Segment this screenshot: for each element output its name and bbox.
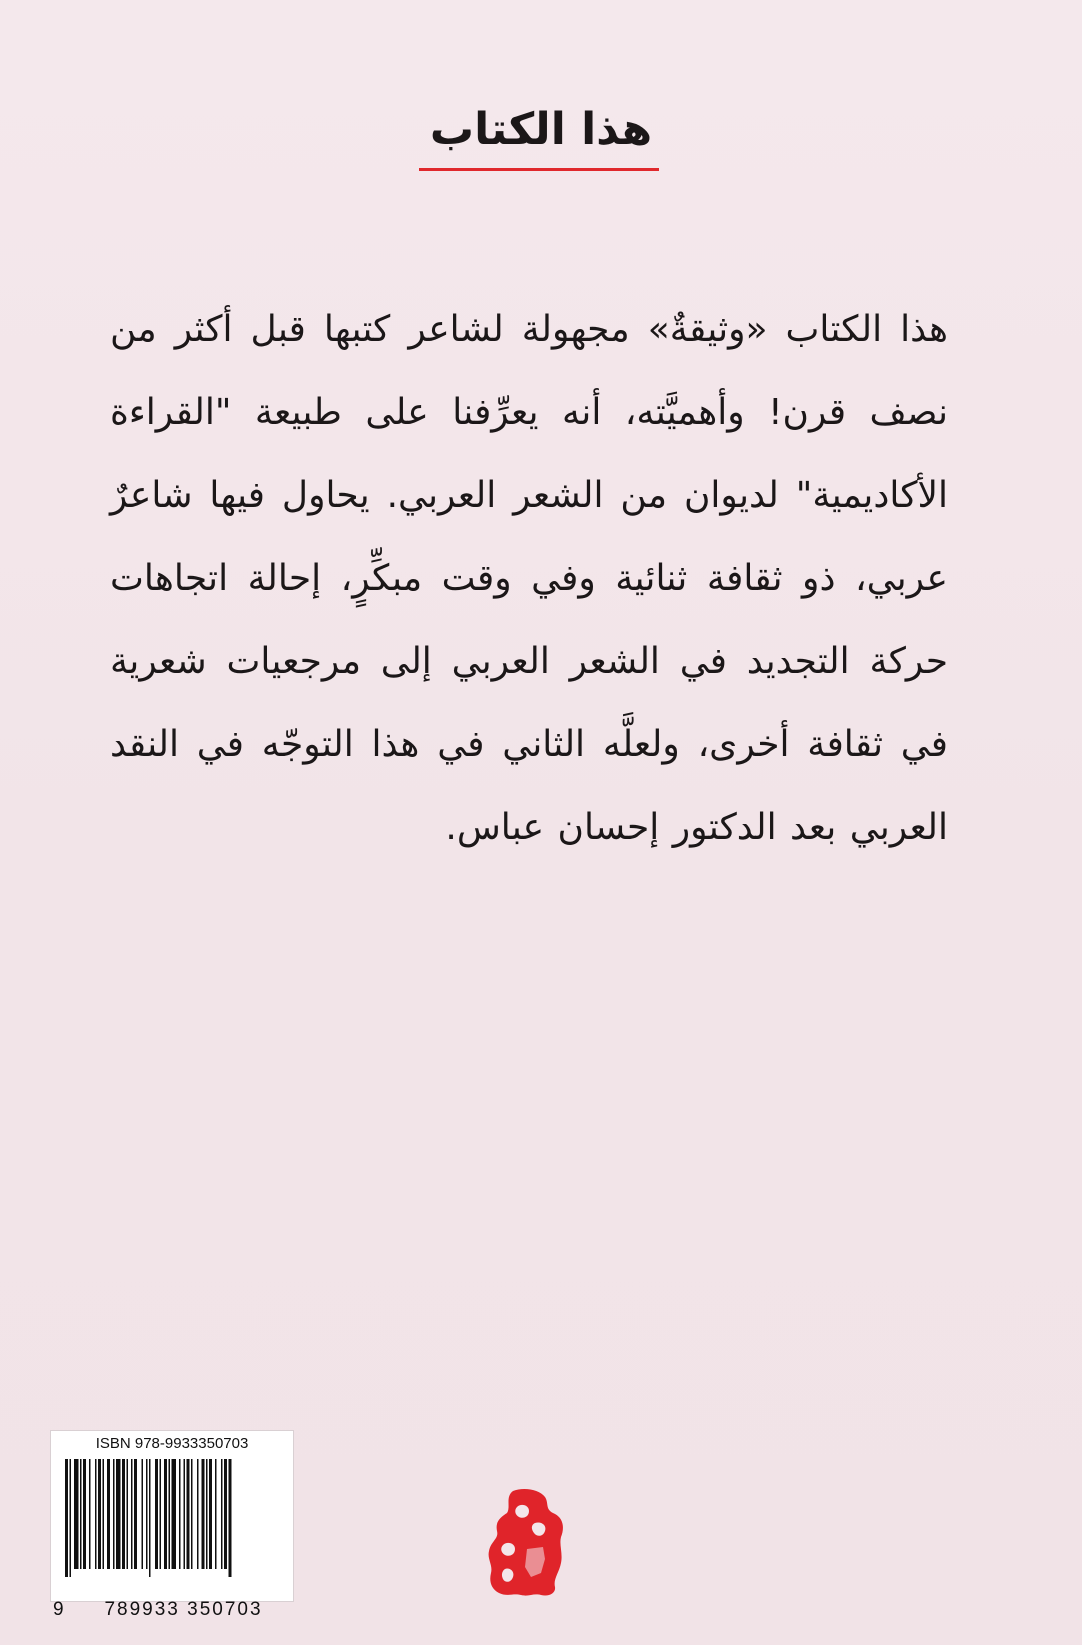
isbn-barcode: [50, 1430, 294, 1620]
isbn-digit-groups: 789933 350703: [104, 1599, 263, 1620]
heading-underline: [419, 168, 659, 171]
publisher-logo-icon: [483, 1487, 567, 1599]
cover-heading: هذا الكتاب: [429, 104, 653, 155]
blurb-paragraph: هذا الكتاب «وثيقةٌ» مجهولة لشاعر كتبها قبل أكثر من نصف قرن! وأهميَّته، أنه يعرِّفنا على طبيعة "القراءة الأكاديمية" لديوان من الشعر العربي. يحاول فيها شاعرٌ عربي، ذو ثقافة ثنائية وفي وقت مبكِّرٍ، إحالة اتجاهات حركة التجديد في الشعر العربي إلى مرجعيات شعرية في ثقافة أخرى، ولعلَّه الثاني في هذا التوجّه في النقد العربي بعد الدكتور إحسان عباس.: [110, 309, 948, 848]
barcode-icon: [63, 1459, 285, 1577]
isbn-first-digit: 9: [53, 1599, 65, 1620]
isbn-label: ISBN 978-9933350703: [95, 1435, 249, 1452]
